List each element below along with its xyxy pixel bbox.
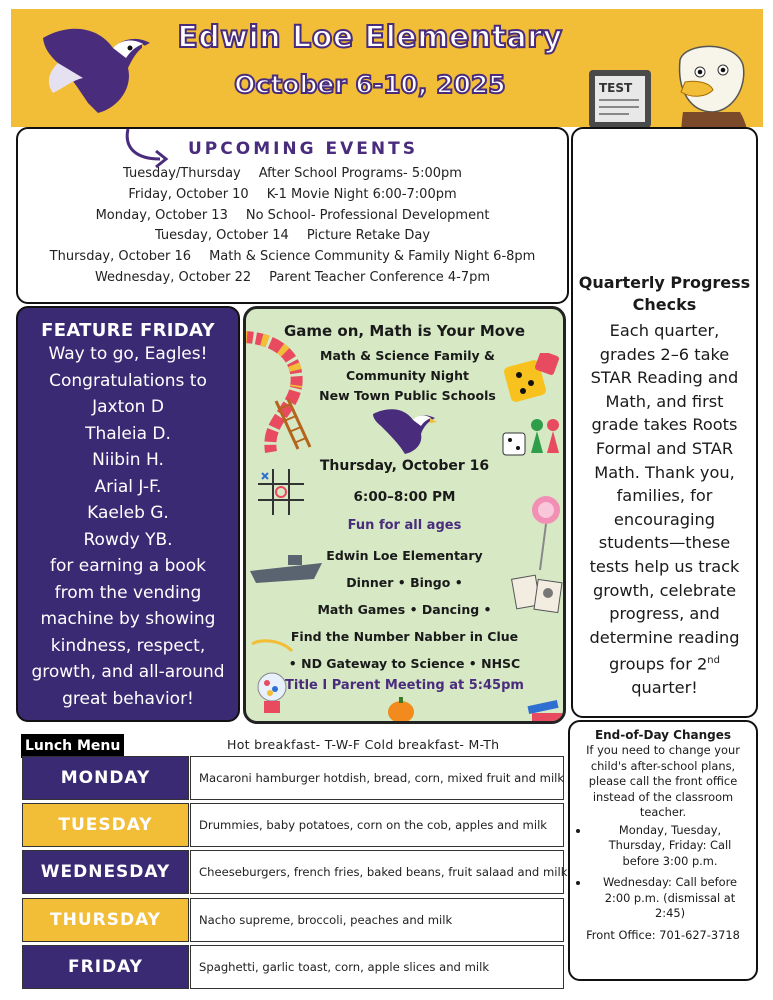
event-item [18,247,567,268]
mascot-sign-label: TEST [599,81,633,95]
curved-arrow-icon [120,127,180,172]
lunch-menu-item: Nacho supreme, broccoli, peaches and milk [190,898,564,942]
feature-line: from the vending [54,582,202,603]
progress-title-line: Quarterly Progress [578,273,751,292]
eod-title: End-of-Day Changes [594,728,732,742]
eagle-mascot-icon [371,404,439,456]
flyer-detail-line: Edwin Loe Elementary [326,548,483,563]
lunch-row [22,945,564,989]
feature-line: for earning a book [49,556,207,576]
feature-line: kindness, respect, [50,635,206,656]
event-date: Wednesday, October 22 [94,269,252,285]
event-description: Picture Retake Day [306,228,431,244]
lunch-row [22,850,568,894]
feature-line: Thaleia D. [85,423,171,444]
flyer-meeting: Title I Parent Meeting at 5:45pm [285,678,524,693]
feature-line: Way to go, Eagles! [48,344,208,364]
flyer-subtitle-line: New Town Public Schools [319,388,496,403]
event-date: Tuesday/Thursday [123,166,241,181]
progress-superscript: nd [707,655,720,667]
eod-list-item: • Monday, Tuesday, Thursday, Friday: Call before 3:00 p.m. [590,823,750,870]
flyer-subtitle [306,346,509,406]
feature-line: Jaxton D [92,397,164,417]
page-title: Edwin Loe Elementary [177,20,563,55]
books-icon [526,695,564,724]
events-list [18,164,567,289]
flyer-subtitle-line: Math & Science Family & [320,348,495,363]
lunch-menu-item: Spaghetti, garlic toast, corn, apple slices and milk [190,945,564,989]
feature-line: Niibin H. [92,450,164,470]
lunch-day: TUESDAY [22,803,189,847]
event-date: Tuesday, October 14 [154,228,289,244]
flyer-detail-line: • ND Gateway to Science • NHSC [288,656,521,671]
lunch-row [22,756,564,800]
end-of-day-panel [568,720,758,981]
event-date: Friday, October 10 [128,186,249,202]
breakfast-note: Hot breakfast- T-W-F Cold breakfast- M-Th [227,737,500,752]
progress-body [581,319,748,700]
flyer-details [246,542,563,677]
eod-list-item: • Wednesday: Call before 2:00 p.m. (dismissal at 2:45) [590,875,750,922]
pumpkin-icon [386,692,416,724]
event-description: Math & Science Community & Family Night 6-8pm [209,249,536,265]
event-description: No School- Professional Development [245,207,490,223]
eod-list [576,823,750,922]
feature-line: Arial J-F. [94,476,162,497]
feature-line: growth, and all-around [31,662,225,682]
eagle-logo-icon [38,18,158,122]
lunch-row [22,803,564,847]
lunch-day: WEDNESDAY [22,850,189,894]
lunch-menu-item: Cheeseburgers, french fries, baked beans, fruit salaad and milk [190,850,564,894]
flyer-date: Thursday, October 16 [319,458,490,474]
front-office-phone: Front Office: 701-627-3718 [586,927,740,942]
flyer-subtitle-line: Community Night [346,368,469,383]
event-description: After School Programs- 5:00pm [258,166,462,181]
event-description: Parent Teacher Conference 4-7pm [269,269,491,285]
quarterly-progress-panel [571,127,758,718]
progress-title-line: Checks [632,295,697,314]
feature-line: Rowdy YB. [83,529,173,550]
ladder-icon [268,399,318,451]
event-description: K-1 Movie Night 6:00-7:00pm [266,186,457,202]
lunch-day: MONDAY [22,756,189,800]
events-heading: UPCOMING EVENTS [188,139,418,159]
progress-body-text: Each quarter, grades 2–6 take STAR Reading and Math, and first grade takes Roots Formal and STAR Math. Thank you, families, for encouraging students—these tests help us track growth, celebrate progress, and determine reading groups for 2 [589,321,740,674]
lunch-row [22,898,564,942]
lunch-menu-item: Macaroni hamburger hotdish, bread, corn, mixed fruit and milk [190,756,564,800]
dice-icon [501,353,559,408]
lunch-day: FRIDAY [22,945,189,989]
upcoming-events-panel [16,127,569,304]
feature-line: machine by showing [40,609,216,629]
lunch-day: THURSDAY [22,898,189,942]
flyer-detail-line: Dinner • Bingo • [346,575,463,590]
family-night-flyer [243,306,566,724]
lunch-table [22,756,568,992]
event-item [18,185,567,206]
feature-line: Kaeleb G. [87,503,169,523]
feature-title: FEATURE FRIDAY [41,320,215,341]
flyer-detail-line: Math Games • Dancing • [317,602,492,617]
event-date: Thursday, October 16 [49,249,192,265]
feature-friday-panel [16,306,240,722]
feature-line: great behavior! [62,688,194,709]
event-item [18,268,567,289]
flyer-detail-line: Find the Number Nabber in Clue [290,629,519,644]
eod-intro: If you need to change your child's after-school plans, please call the front office instead of the classroom teacher. [586,743,740,819]
flyer-tagline: Fun for all ages [347,518,462,533]
flyer-title: Game on, Math is Your Move [283,322,526,340]
progress-body-end: quarter! [631,678,698,698]
progress-title [573,272,756,316]
event-item [18,226,567,247]
game-pieces-icon [501,413,563,463]
lunch-menu-item: Drummies, baby potatoes, corn on the cob, apples and milk [190,803,564,847]
event-item [18,206,567,227]
feature-line: Congratulations to [49,370,207,391]
page-subtitle-dates: October 6-10, 2025 [234,70,506,99]
lunch-menu-label: Lunch Menu [21,734,124,758]
event-date: Monday, October 13 [95,207,228,223]
event-item [18,164,567,185]
flyer-time: 6:00–8:00 PM [353,489,456,505]
